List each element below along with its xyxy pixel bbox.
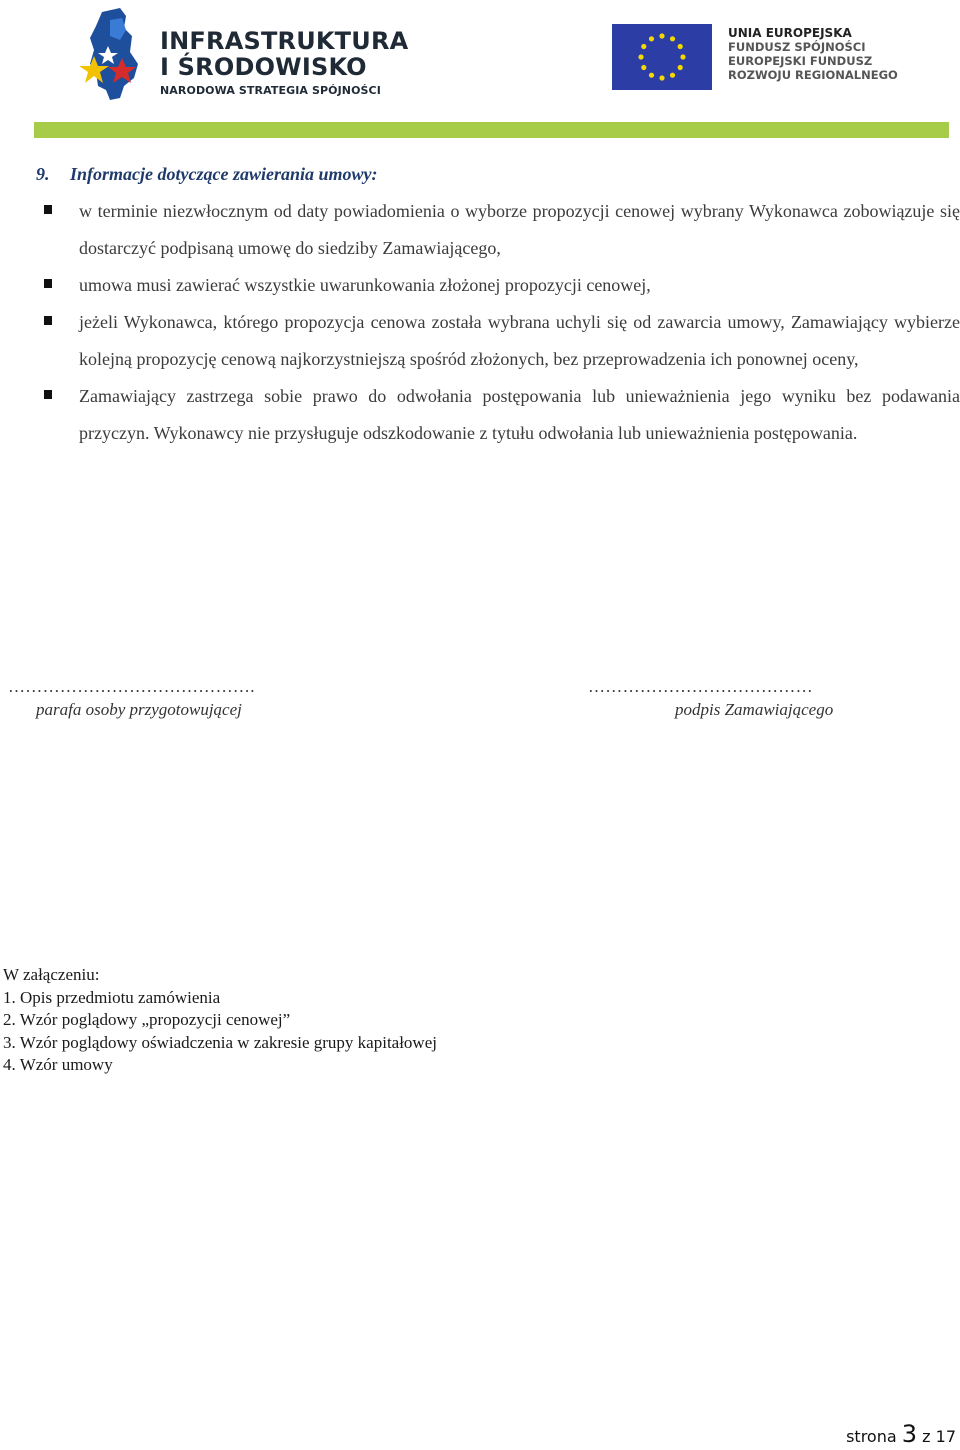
square-bullet-icon (44, 205, 52, 214)
signature-preparer (8, 676, 255, 722)
attachments-list (3, 964, 437, 1077)
list-item (36, 193, 960, 267)
list-item (36, 267, 960, 304)
square-bullet-icon (44, 316, 52, 325)
attachment-item: 2. Wzór poglądowy „propozycji cenowej” (3, 1010, 291, 1030)
eu-line-4: ROZWOJU REGIONALNEGO (728, 68, 898, 82)
page-number-current: 3 (901, 1420, 918, 1448)
attachment-item: 1. Opis przedmiotu zamówienia (3, 987, 221, 1007)
page-number (846, 1420, 956, 1448)
signature-caption: podpis Zamawiającego (675, 700, 834, 719)
infrastruktura-emblem-icon (80, 6, 152, 102)
infrastruktura-logo (80, 6, 409, 106)
signature-line: ………………………………… (588, 677, 813, 696)
attachment-item: 3. Wzór poglądowy oświadczenia w zakresie grupy kapitałowej (3, 1032, 437, 1052)
square-bullet-icon (44, 279, 52, 288)
page-number-total: 17 (935, 1427, 956, 1446)
logo-title-line2: I ŚRODOWISKO (160, 53, 367, 81)
section-number: 9. (36, 164, 50, 184)
list-item-text: jeżeli Wykonawca, którego propozycja cenowa została wybrana uchyli się od zawarcia umowy, Zamawiający wybierze kolejną propozycję cenową najkorzystniejszą spośród złożonych, bez przeprowadzenia ich ponownej oceny, (79, 312, 960, 369)
list-item (36, 304, 960, 378)
eu-line-3: EUROPEJSKI FUNDUSZ (728, 54, 873, 68)
page-number-separator: z (922, 1427, 931, 1446)
list-item (36, 378, 960, 452)
section-heading (36, 156, 960, 193)
bullet-list (36, 193, 960, 452)
square-bullet-icon (44, 390, 52, 399)
attachments-heading: W załączeniu: (3, 965, 100, 984)
eu-flag-icon (612, 24, 712, 90)
page-number-prefix: strona (846, 1427, 897, 1446)
eu-line-2: FUNDUSZ SPÓJNOŚCI (728, 40, 866, 54)
section-contract-info (36, 156, 960, 452)
signature-caption: parafa osoby przygotowującej (36, 700, 242, 719)
eu-logo (612, 24, 912, 94)
logo-subtitle: NARODOWA STRATEGIA SPÓJNOŚCI (160, 84, 381, 97)
page-header (0, 0, 960, 120)
signature-line: ……………………………………. (8, 677, 255, 696)
section-title: Informacje dotyczące zawierania umowy: (70, 164, 378, 184)
signature-contracting-authority (588, 676, 833, 722)
header-divider-bar (34, 122, 949, 138)
eu-line-1: UNIA EUROPEJSKA (728, 26, 852, 40)
logo-title-line1: INFRASTRUKTURA (160, 27, 409, 55)
list-item-text: umowa musi zawierać wszystkie uwarunkowania złożonej propozycji cenowej, (79, 275, 651, 295)
list-item-text: w terminie niezwłocznym od daty powiadomienia o wyborze propozycji cenowej wybrany Wykonawca zobowiązuje się dostarczyć podpisaną umowę do siedziby Zamawiającego, (79, 201, 960, 258)
attachment-item: 4. Wzór umowy (3, 1055, 113, 1075)
list-item-text: Zamawiający zastrzega sobie prawo do odwołania postępowania lub unieważnienia jego wyniku bez podawania przyczyn. Wykonawcy nie przysługuje odszkodowanie z tytułu odwołania lub unieważnienia postępowania. (79, 386, 960, 443)
